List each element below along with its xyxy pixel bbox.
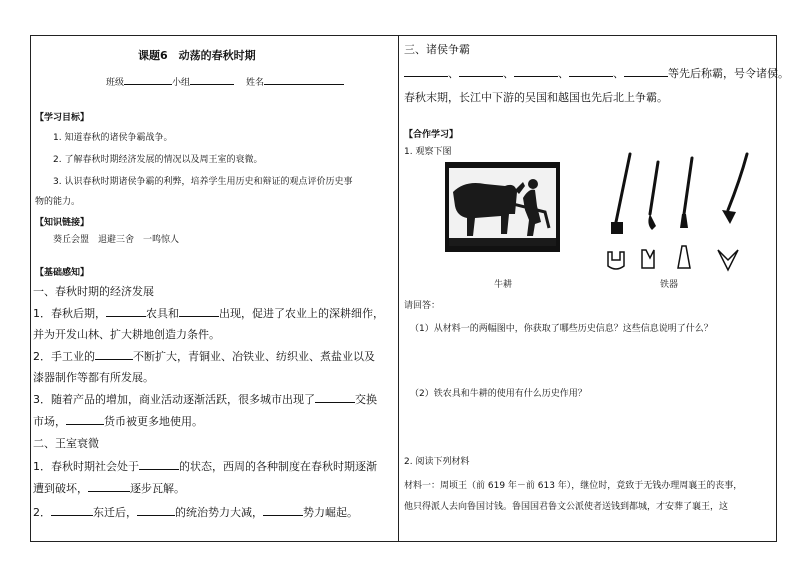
text-seg: 农具和 [146, 307, 179, 320]
class-blank[interactable] [124, 73, 172, 85]
s3-line-2: 春秋末期，长江中下游的吴国和越国也先后北上争霸。 [404, 91, 668, 104]
text-seg: 1．春秋后期， [33, 307, 106, 320]
text-seg: 2．手工业的 [33, 350, 95, 363]
text-seg: 、 [503, 67, 514, 80]
knowledge-header: 【知识链接】 [35, 218, 90, 228]
class-label: 班级 [106, 78, 125, 88]
group-blank[interactable] [190, 73, 234, 85]
text-seg: 交换 [355, 393, 377, 406]
text-seg: 的统治势力大减， [175, 506, 263, 519]
observe-label: 1. 观察下图 [404, 147, 452, 157]
s1-line-5 [33, 391, 377, 407]
blank-field[interactable] [66, 413, 104, 425]
iron-tools-image [602, 150, 762, 280]
section-2-title: 二、王室衰微 [33, 437, 99, 450]
s1-line-1 [33, 305, 384, 321]
blank-field[interactable] [459, 65, 503, 77]
section-3-title: 三、诸侯争霸 [404, 43, 470, 56]
text-seg: 、 [613, 67, 624, 80]
blank-field[interactable] [179, 305, 219, 317]
basic-header: 【基础感知】 [35, 268, 90, 278]
student-info-row [106, 73, 344, 88]
caption-iron-tools: 铁器 [660, 280, 679, 290]
right-column [402, 35, 789, 540]
column-divider [398, 35, 399, 542]
ox-plowing-image [445, 162, 560, 252]
left-column [33, 35, 395, 540]
s3-line-1 [404, 65, 789, 81]
goal-3: 3. 认识春秋时期诸侯争霸的利弊，培养学生用历史和辩证的观点评价历史事 [53, 177, 353, 187]
s2-line-1 [33, 458, 377, 474]
blank-field[interactable] [404, 65, 448, 77]
s1-line-3 [33, 348, 375, 364]
text-seg: 3．随着产品的增加，商业活动逐渐活跃，很多城市出现了 [33, 393, 315, 406]
text-seg: 、 [448, 67, 459, 80]
s1-line-6 [33, 413, 203, 429]
answer-label: 请回答： [404, 301, 441, 311]
text-seg: 、 [558, 67, 569, 80]
text-seg: 不断扩大，青铜业、冶铁业、纺织业、煮盐业以及 [133, 350, 375, 363]
goal-1: 1. 知道春秋的诸侯争霸战争。 [53, 133, 173, 143]
text-seg: 货币被更多地使用。 [104, 415, 203, 428]
read-label: 2. 阅读下列材料 [404, 457, 470, 467]
question-1: （1）从材料一的两幅图中，你获取了哪些历史信息？这些信息说明了什么？ [410, 324, 713, 334]
goals-header: 【学习目标】 [35, 113, 90, 123]
text-seg: 遭到破坏， [33, 482, 88, 495]
section-1-title: 一、春秋时期的经济发展 [33, 285, 154, 298]
blank-field[interactable] [106, 305, 146, 317]
idioms-list: 葵丘会盟 退避三舍 一鸣惊人 [53, 235, 180, 245]
text-seg: 势力崛起。 [303, 506, 358, 519]
text-seg: 东迁后， [93, 506, 137, 519]
blank-field[interactable] [315, 391, 355, 403]
goal-2: 2. 了解春秋时期经济发展的情况以及周王室的衰微。 [53, 155, 263, 165]
text-seg: 1．春秋时期社会处于 [33, 460, 139, 473]
blank-field[interactable] [51, 504, 93, 516]
blank-field[interactable] [624, 65, 668, 77]
s1-line-4: 漆器制作等都有所发展。 [33, 371, 154, 384]
blank-field[interactable] [263, 504, 303, 516]
material-line-2: 他只得派人去向鲁国讨钱。鲁国国君鲁文公派使者送钱到都城，才安葬了襄王，这 [404, 502, 729, 512]
s2-line-2 [33, 480, 185, 496]
lesson-title: 课题6 动荡的春秋时期 [138, 49, 256, 62]
blank-field[interactable] [137, 504, 175, 516]
text-seg: 的状态，西周的各种制度在春秋时期逐渐 [179, 460, 377, 473]
name-blank[interactable] [264, 73, 344, 85]
material-line-1: 材料一：周顷王（前 619 年－前 613 年），继位时，竟致于无钱办理周襄王的丧事， [404, 481, 743, 491]
group-label: 小组 [172, 78, 191, 88]
caption-ox-plowing: 牛耕 [494, 280, 513, 290]
text-seg: 逐步瓦解。 [130, 482, 185, 495]
blank-field[interactable] [95, 348, 133, 360]
blank-field[interactable] [139, 458, 179, 470]
question-2: （2）铁农具和牛耕的使用有什么历史作用？ [410, 389, 587, 399]
text-seg: 等先后称霸，号令诸侯。 [668, 67, 789, 80]
s2-line-3 [33, 504, 358, 520]
text-seg: 2． [33, 506, 51, 519]
blank-field[interactable] [569, 65, 613, 77]
blank-field[interactable] [88, 480, 130, 492]
text-seg: 出现，促进了农业上的深耕细作， [219, 307, 384, 320]
s1-line-2: 并为开发山林、扩大耕地创造力条件。 [33, 328, 220, 341]
name-label: 姓名 [246, 78, 265, 88]
goal-3-continued: 物的能力。 [35, 197, 81, 207]
coop-header: 【合作学习】 [404, 130, 459, 140]
blank-field[interactable] [514, 65, 558, 77]
text-seg: 市场， [33, 415, 66, 428]
